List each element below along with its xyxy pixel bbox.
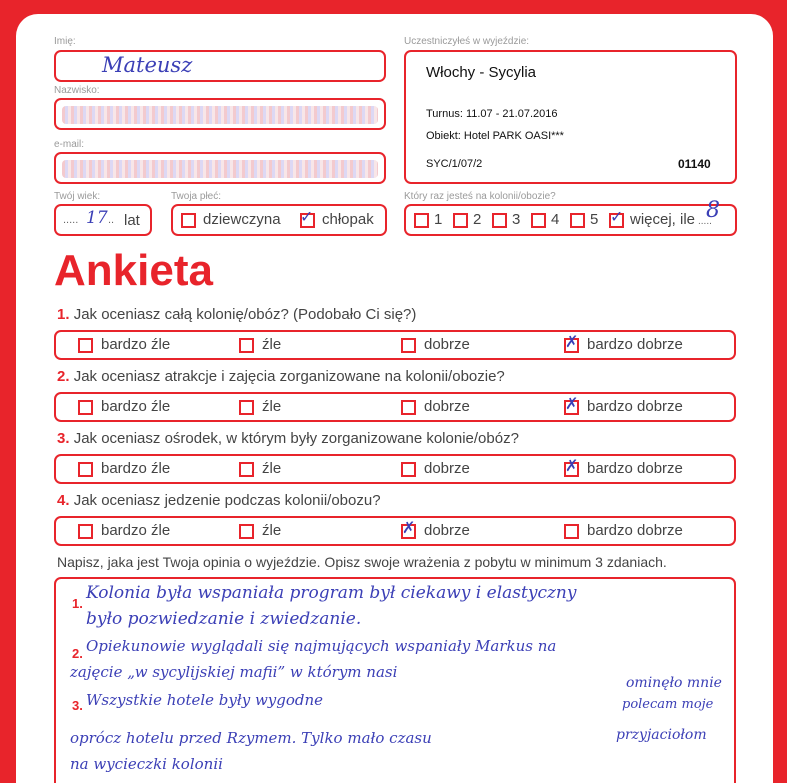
first-name-value: Mateusz: [102, 53, 193, 77]
answer-label: bardzo źle: [101, 336, 171, 353]
answer-label: bardzo źle: [101, 522, 171, 539]
email-label: e-mail:: [54, 139, 85, 150]
answer-label: dobrze: [424, 522, 470, 539]
trip-obiekt: Obiekt: Hotel PARK OASI***: [426, 130, 564, 142]
answer-checkbox[interactable]: [401, 338, 416, 353]
answer-checkbox[interactable]: [564, 524, 579, 539]
age-dots-after: ..: [108, 214, 115, 226]
survey-title: Ankieta: [54, 246, 213, 295]
opinion-side-note: ominęło mnie: [626, 675, 722, 691]
answer-label: bardzo dobrze: [587, 336, 683, 353]
question-4-answers: [54, 516, 736, 546]
age-unit: lat: [124, 212, 140, 229]
opinion-text-line: było pozwiedzanie i zwiedzanie.: [86, 609, 362, 629]
email-field[interactable]: [54, 152, 386, 184]
answer-label: bardzo dobrze: [587, 522, 683, 539]
opinion-text-line: Wszystkie hotele były wygodne: [86, 691, 324, 709]
answer-checkbox[interactable]: [78, 462, 93, 477]
answer-checkbox[interactable]: [239, 524, 254, 539]
first-name-label: Imię:: [54, 36, 76, 47]
question-1-answers: [54, 330, 736, 360]
answer-check-mark: ✗: [565, 394, 579, 413]
times-dots: .....: [698, 216, 712, 227]
answer-label: dobrze: [424, 460, 470, 477]
gender-check-mark: ✓: [300, 207, 314, 226]
opinion-text-line: zajęcie „w sycylijskiej mafii” w którym nasi: [70, 663, 398, 681]
trip-turnus: Turnus: 11.07 - 21.07.2016: [426, 108, 558, 120]
question-2-answers: [54, 392, 736, 422]
answer-label: dobrze: [424, 336, 470, 353]
answer-checkbox[interactable]: [78, 524, 93, 539]
last-name-label: Nazwisko:: [54, 85, 100, 96]
redacted-email: [62, 160, 378, 178]
times-option-5: 5: [590, 211, 599, 228]
age-field[interactable]: [54, 204, 152, 236]
answer-checkbox[interactable]: [78, 400, 93, 415]
answer-label: bardzo dobrze: [587, 460, 683, 477]
question-3: [57, 430, 519, 447]
gender-label: Twoja płeć:: [171, 191, 222, 202]
question-text: Jak oceniasz całą kolonię/obóz? (Podobało Ci się?): [73, 306, 417, 323]
age-value: 17: [86, 208, 108, 228]
times-option-3: 3: [512, 211, 521, 228]
opinion-prompt: Napisz, jaka jest Twoja opinia o wyjeździe. Opisz swoje wrażenia z pobytu w minimum 3 zdaniach.: [57, 554, 667, 570]
times-option-1: 1: [434, 211, 443, 228]
times-checkbox-2[interactable]: [453, 213, 468, 228]
times-checkbox-3[interactable]: [492, 213, 507, 228]
trip-code: SYC/1/07/2: [426, 158, 483, 170]
trip-number: 01140: [678, 157, 711, 171]
first-name-field[interactable]: [54, 50, 386, 82]
times-checkbox-4[interactable]: [531, 213, 546, 228]
question-3-answers: [54, 454, 736, 484]
opinion-side-note: polecam moje: [622, 697, 714, 712]
times-checkbox-1[interactable]: [414, 213, 429, 228]
answer-checkbox[interactable]: [401, 462, 416, 477]
age-dots: .....: [63, 214, 79, 226]
opinion-textarea[interactable]: [54, 577, 736, 783]
answer-checkbox[interactable]: [78, 338, 93, 353]
gender-field: [171, 204, 387, 236]
opinion-text-line: na wycieczki kolonii: [70, 755, 223, 773]
question-2: [57, 368, 505, 385]
answer-label: źle: [262, 336, 282, 353]
answer-check-mark: ✗: [565, 332, 579, 351]
trip-ticket: [404, 50, 737, 184]
times-option-more: więcej, ile: [630, 211, 696, 228]
gender-option-girl: dziewczyna: [203, 211, 281, 228]
times-check-mark: ✓: [610, 207, 624, 226]
question-text: Jak oceniasz atrakcje i zajęcia zorganizowane na kolonii/obozie?: [73, 368, 505, 385]
opinion-text-line: Opiekunowie wyglądali się najmujących wspaniały Markus na: [86, 637, 557, 655]
opinion-line-number-2: 2.: [72, 646, 83, 661]
opinion-line-number-1: 1.: [72, 596, 83, 611]
answer-label: źle: [262, 460, 282, 477]
question-number: 1.: [57, 306, 70, 323]
answer-label: źle: [262, 522, 282, 539]
age-label: Twój wiek:: [54, 191, 101, 202]
gender-checkbox-girl[interactable]: [181, 213, 196, 228]
answer-label: źle: [262, 398, 282, 415]
opinion-text-line: oprócz hotelu przed Rzymem. Tylko mało czasu: [70, 729, 432, 747]
opinion-text-line: Kolonia była wspaniała program był ciekawy i elastyczny: [86, 583, 577, 603]
trip-label: Uczestniczyłeś w wyjeździe:: [404, 36, 530, 47]
answer-checkbox[interactable]: [239, 400, 254, 415]
answer-check-mark: ✗: [565, 456, 579, 475]
question-number: 3.: [57, 430, 70, 447]
opinion-side-note: przyjaciołom: [616, 727, 707, 743]
answer-label: bardzo źle: [101, 398, 171, 415]
times-option-2: 2: [473, 211, 482, 228]
answer-checkbox[interactable]: [239, 462, 254, 477]
survey-sheet: [16, 14, 773, 783]
question-text: Jak oceniasz jedzenie podczas kolonii/obozu?: [73, 492, 381, 509]
question-number: 2.: [57, 368, 70, 385]
answer-label: dobrze: [424, 398, 470, 415]
times-field: [404, 198, 737, 236]
answer-checkbox[interactable]: [239, 338, 254, 353]
trip-destination: Włochy - Sycylia: [426, 64, 537, 81]
gender-option-boy: chłopak: [322, 211, 374, 228]
times-label: Który raz jesteś na kolonii/obozie?: [404, 191, 556, 202]
answer-check-mark: ✗: [402, 518, 416, 537]
times-option-4: 4: [551, 211, 560, 228]
answer-label: bardzo źle: [101, 460, 171, 477]
redacted-last-name: [62, 106, 378, 124]
question-text: Jak oceniasz ośrodek, w którym były zorganizowane kolonie/obóz?: [73, 430, 519, 447]
question-1: [57, 306, 416, 323]
answer-label: bardzo dobrze: [587, 398, 683, 415]
question-number: 4.: [57, 492, 70, 509]
opinion-line-number-3: 3.: [72, 698, 83, 713]
last-name-field[interactable]: [54, 98, 386, 130]
times-value: 8: [706, 198, 720, 223]
times-checkbox-5[interactable]: [570, 213, 585, 228]
question-4: [57, 492, 381, 509]
answer-checkbox[interactable]: [401, 400, 416, 415]
